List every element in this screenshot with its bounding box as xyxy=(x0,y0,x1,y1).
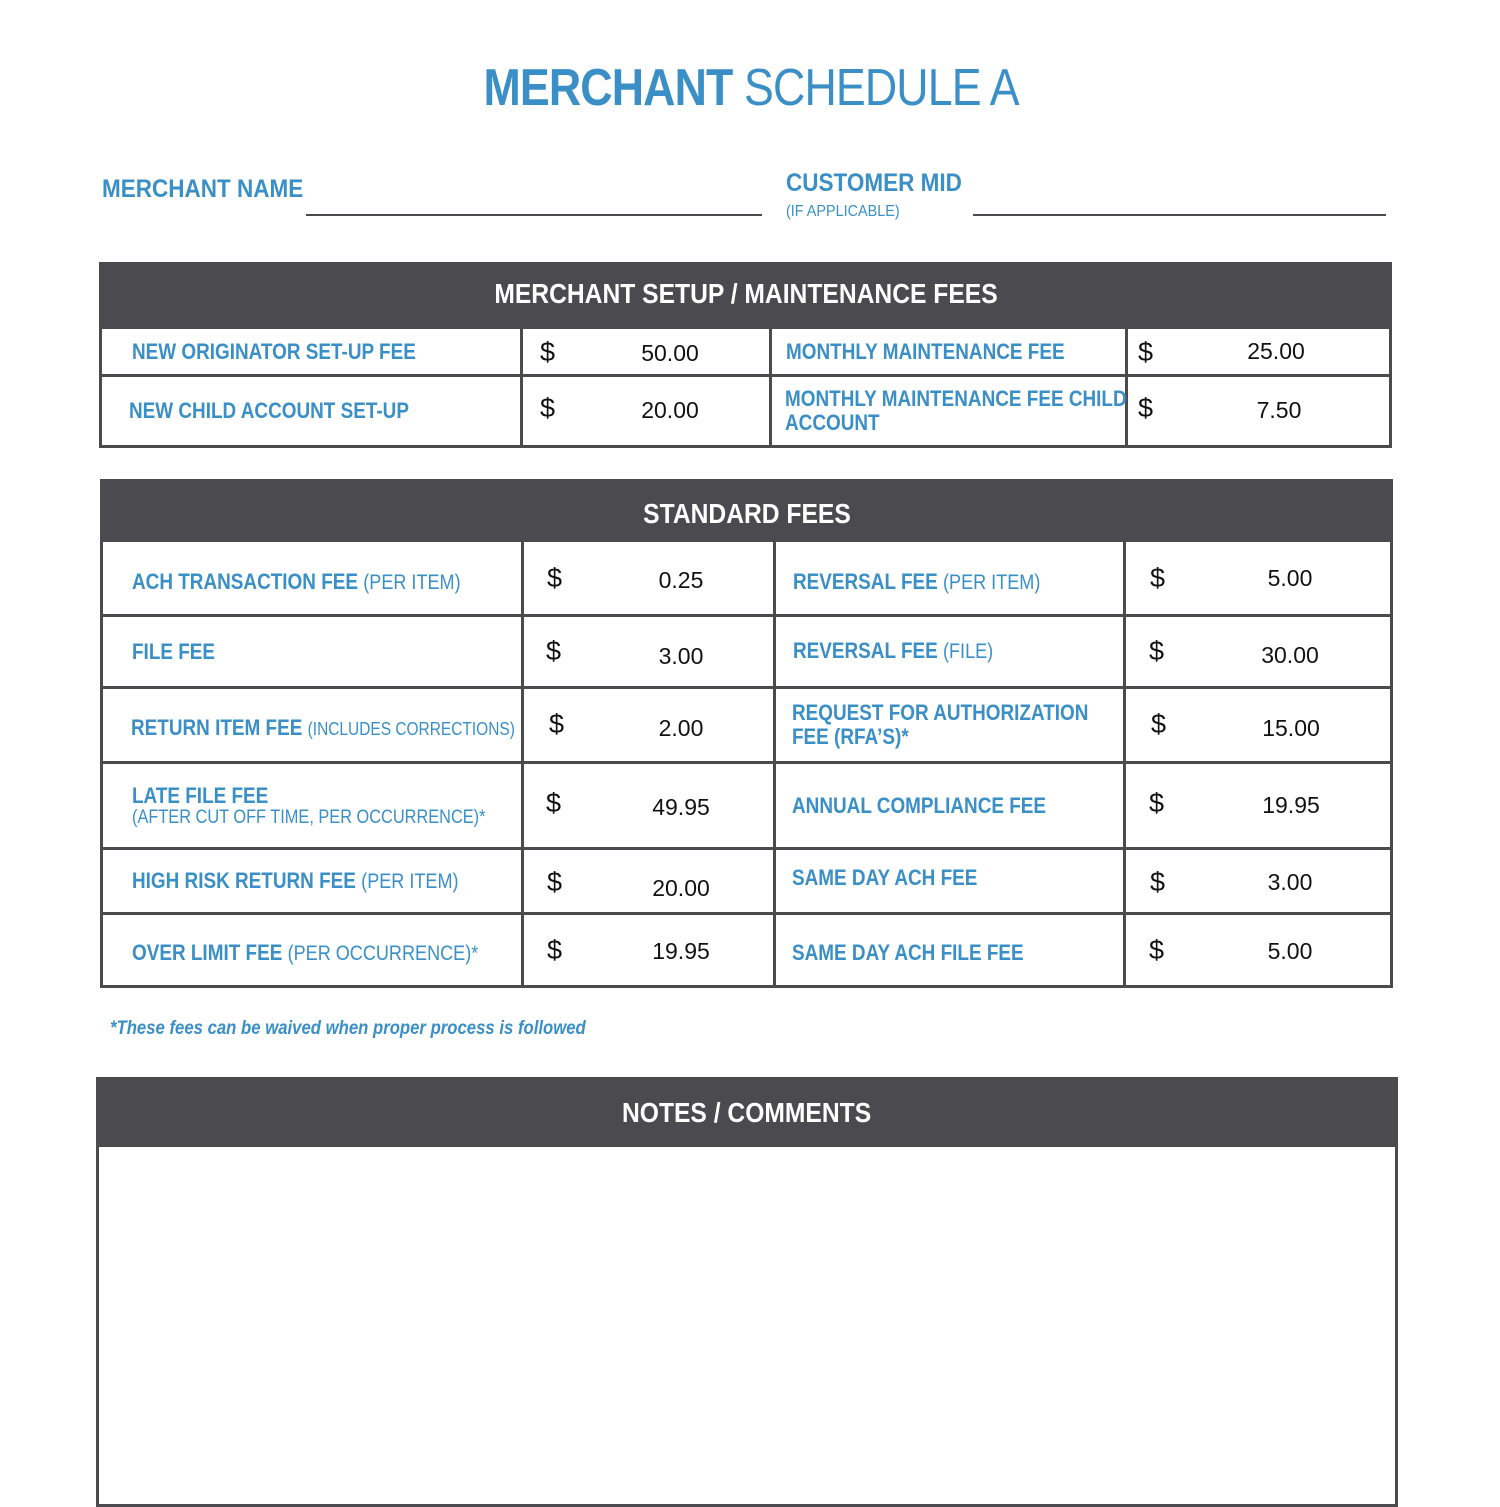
same-day-ach-fee-amount: 3.00 xyxy=(1267,869,1313,895)
new-child-account-setup-label: NEW CHILD ACCOUNT SET-UP xyxy=(129,398,409,423)
return-item-fee-label: RETURN ITEM FEE (INCLUDES CORRECTIONS) xyxy=(131,714,515,740)
request-for-authorization-fee-label: REQUEST FOR AUTHORIZATION FEE (RFA’S)* xyxy=(792,700,1089,749)
currency-symbol: $ xyxy=(1149,636,1165,666)
new-originator-setup-fee-label: NEW ORIGINATOR SET-UP FEE xyxy=(132,338,416,364)
merchant-name-field[interactable] xyxy=(306,214,762,216)
standard-fees-table xyxy=(100,542,1393,988)
currency-symbol: $ xyxy=(1151,709,1167,739)
annual-compliance-fee-label: ANNUAL COMPLIANCE FEE xyxy=(792,792,1047,818)
currency-symbol: $ xyxy=(546,636,562,666)
reversal-fee-per-item-label: REVERSAL FEE (PER ITEM) xyxy=(793,568,1041,594)
monthly-maintenance-fee-label: MONTHLY MAINTENANCE FEE xyxy=(786,338,1065,364)
monthly-maintenance-fee-amount: 25.00 xyxy=(1247,338,1305,364)
same-day-ach-file-fee-amount: 5.00 xyxy=(1267,938,1313,964)
standard-row-5-right xyxy=(792,847,1122,909)
ach-transaction-fee-label: ACH TRANSACTION FEE (PER ITEM) xyxy=(132,568,461,594)
customer-mid-label: CUSTOMER MID xyxy=(786,169,962,197)
setup-fees-table xyxy=(99,329,1392,448)
file-fee-label: FILE FEE xyxy=(132,638,216,664)
same-day-ach-file-fee-label: SAME DAY ACH FILE FEE xyxy=(792,940,1024,965)
standard-fees-section xyxy=(100,479,1393,988)
currency-symbol: $ xyxy=(1150,867,1166,897)
currency-symbol: $ xyxy=(1149,788,1165,818)
merchant-name-label: MERCHANT NAME xyxy=(102,175,304,203)
standard-row-3-right xyxy=(792,689,1122,761)
standard-row-4-right xyxy=(792,764,1122,847)
reversal-fee-file-label: REVERSAL FEE (FILE) xyxy=(793,638,994,663)
currency-symbol: $ xyxy=(1138,393,1154,423)
setup-row-2-left-label-cell xyxy=(129,377,509,445)
standard-row-5-left xyxy=(132,850,517,912)
currency-symbol: $ xyxy=(547,935,563,965)
over-limit-fee-label: OVER LIMIT FEE (PER OCCURRENCE)* xyxy=(132,939,479,965)
reversal-fee-file-amount: 30.00 xyxy=(1261,642,1319,668)
request-for-authorization-fee-amount: 15.00 xyxy=(1262,715,1320,741)
notes-comments-area[interactable] xyxy=(96,1147,1398,1507)
late-file-fee-label: LATE FILE FEE (AFTER CUT OFF TIME, PER OCCURRENCE)* xyxy=(132,782,486,828)
currency-symbol: $ xyxy=(546,788,562,818)
standard-row-3-left xyxy=(131,692,516,764)
over-limit-fee-amount: 19.95 xyxy=(652,938,710,964)
standard-row-2-left xyxy=(132,617,517,686)
new-originator-setup-fee-amount: 50.00 xyxy=(641,340,699,366)
high-risk-return-fee-amount: 20.00 xyxy=(652,875,710,901)
monthly-maintenance-fee-child-account-amount: 7.50 xyxy=(1256,397,1302,423)
return-item-fee-amount: 2.00 xyxy=(658,715,704,741)
setup-row-1-right-label-cell xyxy=(786,329,1116,374)
same-day-ach-fee-label: SAME DAY ACH FEE xyxy=(792,865,978,890)
setup-fees-heading: MERCHANT SETUP / MAINTENANCE FEES xyxy=(99,262,1392,329)
standard-row-6-left xyxy=(132,918,517,988)
file-fee-amount: 3.00 xyxy=(658,643,704,669)
standard-row-1-right xyxy=(793,542,1123,622)
setup-fees-section xyxy=(99,262,1392,448)
standard-row-4-left xyxy=(132,764,517,847)
reversal-fee-per-item-amount: 5.00 xyxy=(1267,565,1313,591)
standard-row-2-right xyxy=(793,617,1123,686)
high-risk-return-fee-label: HIGH RISK RETURN FEE (PER ITEM) xyxy=(132,867,459,893)
currency-symbol: $ xyxy=(1150,563,1166,593)
monthly-maintenance-fee-child-account-label: MONTHLY MAINTENANCE FEE CHILD ACCOUNT xyxy=(785,386,1127,435)
currency-symbol: $ xyxy=(547,867,563,897)
currency-symbol: $ xyxy=(1138,337,1154,367)
late-file-fee-amount: 49.95 xyxy=(652,794,710,820)
currency-symbol: $ xyxy=(547,563,563,593)
standard-row-1-left xyxy=(132,542,517,622)
notes-heading: NOTES / COMMENTS xyxy=(96,1077,1398,1147)
currency-symbol: $ xyxy=(1149,935,1165,965)
title-regular: SCHEDULE A xyxy=(744,59,1019,117)
waiver-footnote: *These fees can be waived when proper process is followed xyxy=(110,1018,586,1039)
ach-transaction-fee-amount: 0.25 xyxy=(658,567,704,593)
currency-symbol: $ xyxy=(540,393,556,423)
currency-symbol: $ xyxy=(549,709,565,739)
title-bold: MERCHANT xyxy=(483,59,733,117)
currency-symbol: $ xyxy=(540,337,556,367)
setup-row-1-left-label-cell xyxy=(132,329,512,374)
setup-row-2-right-label-cell xyxy=(785,377,1125,445)
customer-mid-note: (IF APPLICABLE) xyxy=(786,203,900,220)
customer-mid-field[interactable] xyxy=(973,214,1386,216)
standard-fees-heading: STANDARD FEES xyxy=(100,479,1393,542)
new-child-account-setup-amount: 20.00 xyxy=(641,397,699,423)
standard-row-6-right xyxy=(792,918,1122,988)
page-title xyxy=(106,58,1396,118)
annual-compliance-fee-amount: 19.95 xyxy=(1262,792,1320,818)
